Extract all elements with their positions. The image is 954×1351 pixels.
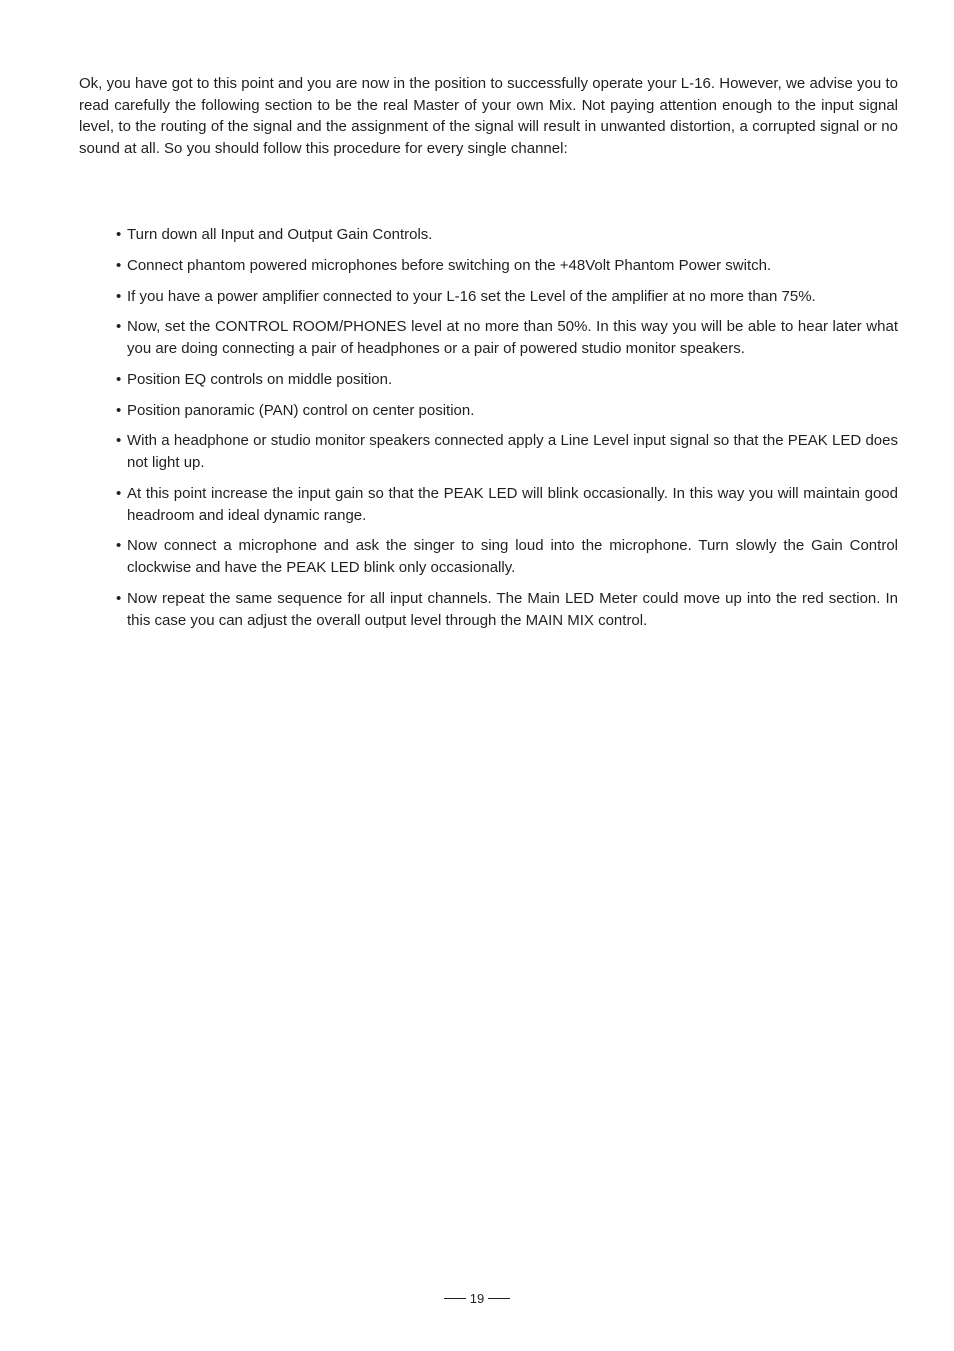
step-text: Position EQ controls on middle position. bbox=[127, 370, 393, 388]
procedure-list bbox=[116, 224, 898, 640]
page-footer bbox=[0, 1291, 954, 1306]
procedure-step bbox=[116, 400, 898, 422]
bullet-icon: • bbox=[116, 370, 122, 388]
procedure-step bbox=[116, 369, 898, 391]
procedure-step bbox=[116, 255, 898, 277]
step-text: With a headphone or studio monitor speakers connected apply a Line Level input signal so that the PEAK LED does not light up. bbox=[127, 432, 898, 472]
footer-rule-left bbox=[444, 1298, 466, 1299]
bullet-icon: • bbox=[116, 432, 122, 450]
bullet-icon: • bbox=[116, 589, 122, 607]
step-text: If you have a power amplifier connected to your L-16 set the Level of the amplifier at no more than 75%. bbox=[127, 287, 816, 305]
step-text: At this point increase the input gain so that the PEAK LED will blink occasionally. In this way you will maintain good headroom and ideal dynamic range. bbox=[127, 484, 898, 524]
procedure-step bbox=[116, 588, 898, 631]
intro-paragraph: Ok, you have got to this point and you are now in the position to successfully operate your L-16. However, we advise you to read carefully the following section to be the real Master of your own Mix. Not paying attention enough to the input signal level, to the routing of the signal and the assignment of the signal will result in unwanted distortion, a corrupted signal or no sound at all. So you should follow this procedure for every single channel: bbox=[79, 75, 898, 158]
step-text: Now repeat the same sequence for all input channels. The Main LED Meter could move up into the red section. In this case you can adjust the overall output level through the MAIN MIX control. bbox=[127, 589, 898, 629]
procedure-step bbox=[116, 316, 898, 359]
procedure-step bbox=[116, 535, 898, 578]
step-text: Now, set the CONTROL ROOM/PHONES level at no more than 50%. In this way you will be able to hear later what you are doing connecting a pair of headphones or a pair of powered studio monitor speakers. bbox=[127, 318, 898, 358]
bullet-icon: • bbox=[116, 484, 122, 502]
bullet-icon: • bbox=[116, 256, 122, 274]
procedure-step bbox=[116, 286, 898, 308]
procedure-step bbox=[116, 224, 898, 246]
step-text: Now connect a microphone and ask the singer to sing loud into the microphone. Turn slowly the Gain Control clockwise and have the PEAK LED blink only occasionally. bbox=[127, 537, 898, 577]
bullet-icon: • bbox=[116, 287, 122, 305]
bullet-icon: • bbox=[116, 226, 122, 243]
procedure-step bbox=[116, 430, 898, 473]
step-text: Turn down all Input and Output Gain Controls. bbox=[127, 226, 433, 243]
procedure-step bbox=[116, 483, 898, 526]
step-text: Position panoramic (PAN) control on center position. bbox=[127, 401, 475, 419]
bullet-icon: • bbox=[116, 318, 122, 336]
bullet-icon: • bbox=[116, 401, 122, 419]
step-text: Connect phantom powered microphones before switching on the +48Volt Phantom Power switch. bbox=[127, 256, 772, 274]
page-number: 19 bbox=[469, 1291, 485, 1306]
footer-rule-right bbox=[488, 1298, 510, 1299]
bullet-icon: • bbox=[116, 537, 122, 555]
